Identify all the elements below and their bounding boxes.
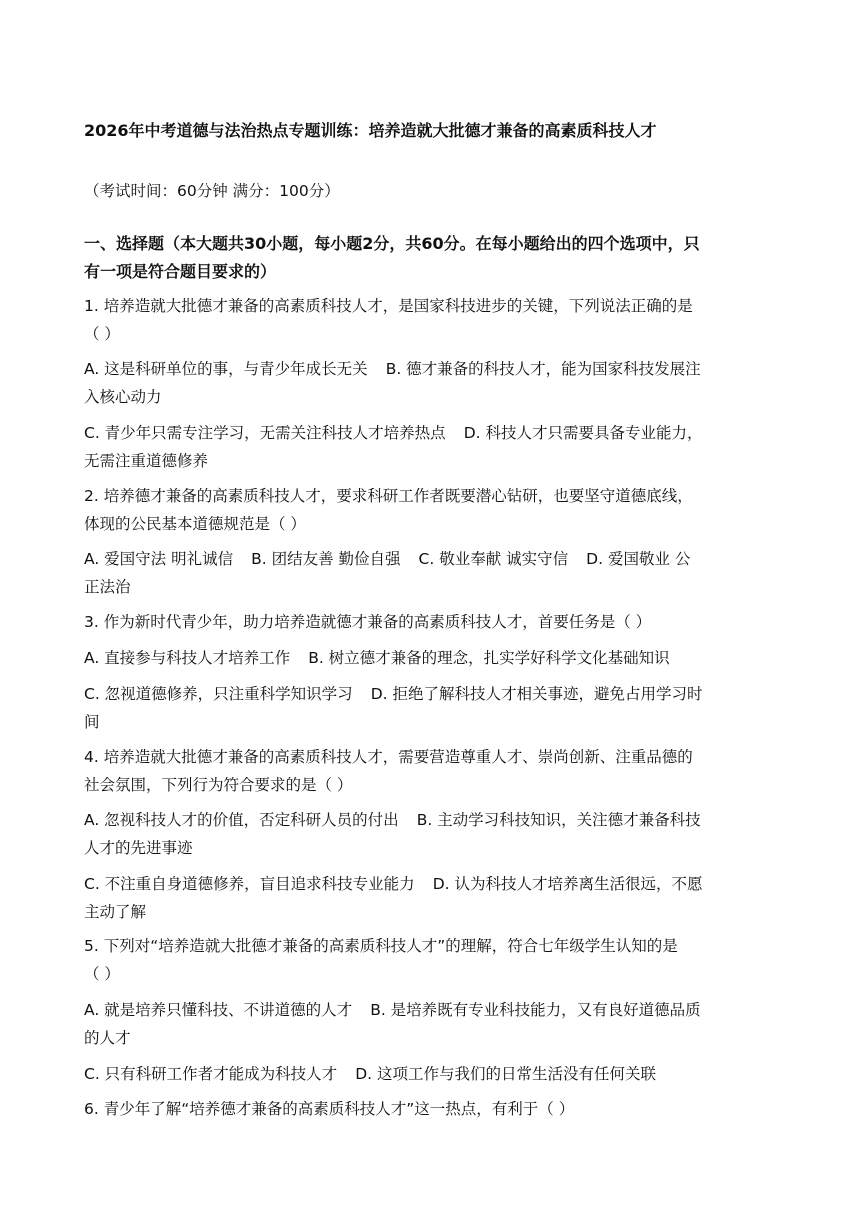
option-d-cont: 无需注重道德修养 xyxy=(84,452,209,470)
question-3-options-ab xyxy=(84,644,784,672)
option-b: B. 团结友善 勤俭自强 xyxy=(251,550,401,568)
option-c: C. 青少年只需专注学习，无需关注科技人才培养热点 xyxy=(84,424,446,442)
option-b: B. 树立德才兼备的理念，扎实学好科学文化基础知识 xyxy=(308,649,670,667)
section-heading-line: 一、选择题（本大题共30小题，每小题2分，共60分。在每小题给出的四个选项中，只 xyxy=(84,234,700,253)
question-5-options-ab xyxy=(84,996,784,1024)
question-5-options-cd xyxy=(84,1060,784,1088)
option-d: D. 拒绝了解科技人才相关事迹，避免占用学习时 xyxy=(370,685,703,703)
option-c: C. 不注重自身道德修养，盲目追求科技专业能力 xyxy=(84,875,415,893)
question-1-stem: 1. 培养造就大批德才兼备的高素质科技人才，是国家科技进步的关键，下列说法正确的是 xyxy=(84,297,693,315)
question-2-stem-cont: 体现的公民基本道德规范是（ ） xyxy=(84,515,306,533)
option-d: D. 认为科技人才培养离生活很远，不愿 xyxy=(432,875,703,893)
option-c: C. 只有科研工作者才能成为科技人才 xyxy=(84,1065,338,1083)
question-4-options-cd xyxy=(84,870,784,898)
option-c: C. 忽视道德修养，只注重科学知识学习 xyxy=(84,685,353,703)
option-d-cont: 正法治 xyxy=(84,578,131,596)
question-5-stem: 5. 下列对“培养造就大批德才兼备的高素质科技人才”的理解，符合七年级学生认知的是 xyxy=(84,937,678,955)
option-d-cont: 主动了解 xyxy=(84,903,147,921)
question-5-stem-cont: （ ） xyxy=(84,965,120,983)
question-4-options-ab xyxy=(84,806,784,834)
option-a: A. 就是培养只懂科技、不讲道德的人才 xyxy=(84,1001,353,1019)
exam-info: （考试时间：60分钟 满分：100分） xyxy=(84,182,340,200)
option-b: B. 德才兼备的科技人才，能为国家科技发展注 xyxy=(385,360,701,378)
option-b-cont: 人才的先进事迹 xyxy=(84,839,193,857)
option-b-cont: 的人才 xyxy=(84,1029,131,1047)
question-2-stem: 2. 培养德才兼备的高素质科技人才，要求科研工作者既要潜心钻研，也要坚守道德底线， xyxy=(84,487,693,505)
question-2-options xyxy=(84,545,784,573)
question-4-stem: 4. 培养造就大批德才兼备的高素质科技人才，需要营造尊重人才、崇尚创新、注重品德的 xyxy=(84,748,693,766)
option-c: C. 敬业奉献 诚实守信 xyxy=(418,550,569,568)
option-b-cont: 入核心动力 xyxy=(84,388,162,406)
question-1-stem-cont: （ ） xyxy=(84,325,120,343)
option-b: B. 主动学习科技知识，关注德才兼备科技 xyxy=(416,811,701,829)
option-d-cont: 间 xyxy=(84,713,100,731)
option-d: D. 爱国敬业 公 xyxy=(586,550,691,568)
option-a: A. 爱国守法 明礼诚信 xyxy=(84,550,234,568)
document-title: 2026年中考道德与法治热点专题训练：培养造就大批德才兼备的高素质科技人才 xyxy=(84,121,657,140)
section-heading-line: 有一项是符合题目要求的） xyxy=(84,262,277,281)
section-heading xyxy=(84,230,784,286)
question-1-options-ab xyxy=(84,355,784,383)
option-a: A. 直接参与科技人才培养工作 xyxy=(84,649,291,667)
option-d: D. 这项工作与我们的日常生活没有任何关联 xyxy=(355,1065,656,1083)
question-3-stem: 3. 作为新时代青少年，助力培养造就德才兼备的高素质科技人才，首要任务是（ ） xyxy=(84,613,652,631)
question-4-stem-cont: 社会氛围，下列行为符合要求的是（ ） xyxy=(84,776,353,794)
option-a: A. 忽视科技人才的价值，否定科研人员的付出 xyxy=(84,811,399,829)
option-b: B. 是培养既有专业科技能力，又有良好道德品质 xyxy=(370,1001,701,1019)
option-d: D. 科技人才只需要具备专业能力， xyxy=(463,424,703,442)
question-1-options-cd xyxy=(84,419,784,447)
option-a: A. 这是科研单位的事，与青少年成长无关 xyxy=(84,360,368,378)
question-6-stem: 6. 青少年了解“培养德才兼备的高素质科技人才”这一热点，有利于（ ） xyxy=(84,1100,575,1118)
question-3-options-cd xyxy=(84,680,784,708)
